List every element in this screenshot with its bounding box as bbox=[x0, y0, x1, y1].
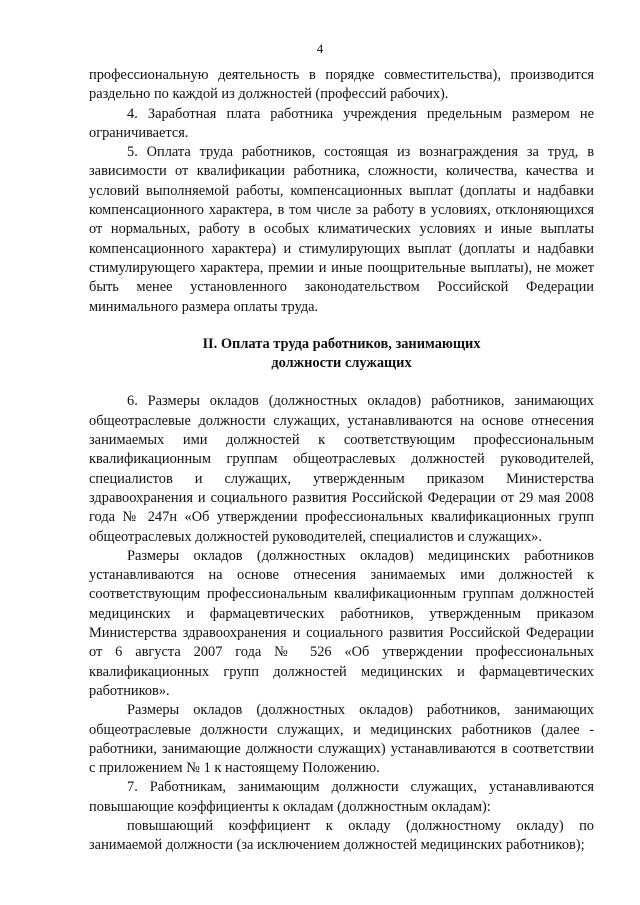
paragraph-continuation: профессиональную деятельность в порядке совместительства), производится раздельно по каждой из должностей (профессий рабочих). bbox=[89, 67, 594, 103]
paragraph-6-medical: Размеры окладов (должностных окладов) медицинских работников устанавливаются на основе отнесения занимаемых ими должностей к соответствующим профессиональным квалификационным группам должностей медицинских и фармацевтических работников, утвержденным приказом Министерства здравоохранения и социального развития Российской Федерации от 6 августа 2007 года № 526 «Об утверждении профессиональных квалификационных групп должностей медицинских и фармацевтических работников». bbox=[89, 547, 594, 699]
document-body bbox=[89, 66, 594, 856]
section-title-line-1: II. Оплата труда работников, занимающих bbox=[202, 335, 481, 352]
section-title-line-2: должности служащих bbox=[271, 355, 412, 372]
paragraph-5: 5. Оплата труда работников, состоящая из вознаграждения за труд, в зависимости от квалификации работника, сложности, количества, качества и условий выполняемой работы, компенсационных выплат (доплаты и надбавки компенсационного характера, в том числе за работу в условиях, отклоняющихся от нормальных, работу в особых климатических условиях и иные выплаты компенсационного характера) и стимулирующих выплат (доплаты и надбавки стимулирующего характера, премии и иные поощрительные выплаты), не может быть менее установленного законодательством Российской Федерации минимального размера оплаты труда. bbox=[89, 144, 594, 315]
paragraph-6: 6. Размеры окладов (должностных окладов) работников, занимающих общеотраслевые должности служащих, устанавливаются на основе отнесения занимаемых ими должностей к соответствующим профессиональным квалификационным группам общеотраслевых должностей руководителей, специалистов и служащих, утвержденным приказом Министерства здравоохранения и социального развития Российской Федерации от 29 мая 2008 года № 247н «Об утверждении профессиональных квалификационных групп общеотраслевых должностей руководителей, специалистов и служащих». bbox=[89, 393, 594, 545]
paragraph-7-coefficient: повышающий коэффициент к окладу (должностному окладу) по занимаемой должности (за исключением должностей медицинских работников); bbox=[89, 817, 594, 854]
paragraph-4: 4. Заработная плата работника учреждения предельным размером не ограничивается. bbox=[89, 105, 594, 141]
paragraph-7: 7. Работникам, занимающим должности служащих, устанавливаются повышающие коэффициенты к окладам (должностным окладам): bbox=[89, 779, 594, 815]
page-number: 4 bbox=[316, 41, 324, 56]
paragraph-6-appendix: Размеры окладов (должностных окладов) работников, занимающих общеотраслевые должности служащих, и медицинских работников (далее - работники, занимающие должности служащих) устанавливаются в соответствии с приложением № 1 к настоящему Положению. bbox=[89, 702, 594, 777]
section-heading bbox=[89, 335, 594, 374]
